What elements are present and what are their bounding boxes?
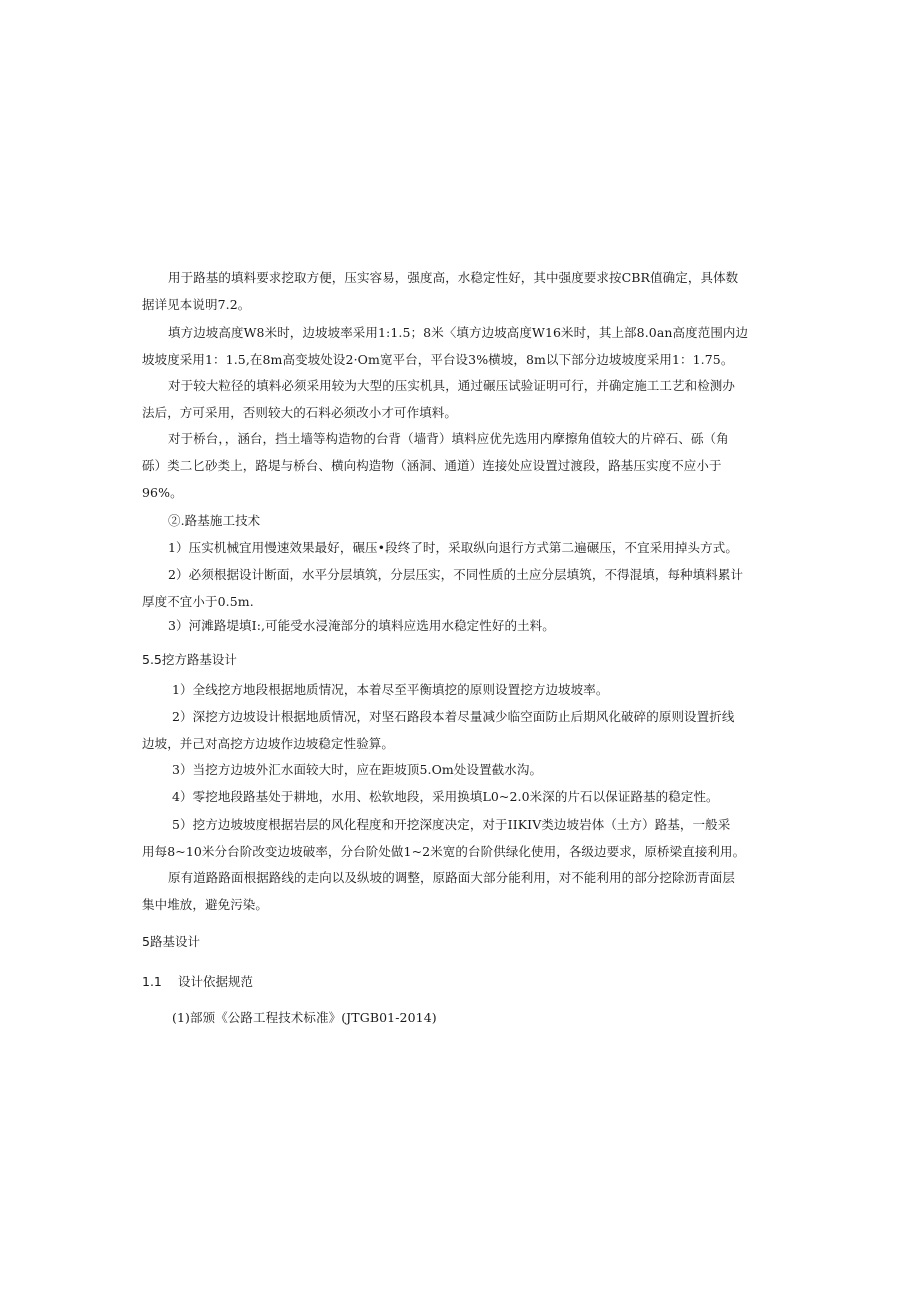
text-line: 用于路基的填料要求挖取方便，压实容易，强度高，水稳定性好，其中强度要求按CBR值确定，具体数	[168, 270, 739, 285]
section-heading-5-5: 5.5挖方路基设计	[142, 652, 237, 667]
text-line: 2）深挖方边坡设计根据地质情况，对坚石路段本着尽量减少临空面防止后期风化破碎的原则设置折线	[172, 709, 735, 724]
paragraph-construction-heading	[142, 507, 742, 534]
text-line: 5）挖方边坡坡度根据岩层的风化程度和开挖深度决定，对于IIKIV类边坡岩体（土方）路基，一般采	[172, 817, 731, 832]
text-line: 3）河滩路堤填I:,可能受水浸淹部分的填料应选用水稳定性好的土料。	[168, 618, 555, 633]
text-line: 坡坡度采用1：1.5,在8m高变坡处设2·Om宽平台，平台设3%横坡，8m以下部分边坡坡度采用1：1.75。	[142, 352, 734, 367]
list-item-intercepting-ditch	[142, 756, 742, 783]
list-item-cut-slope-ratio	[142, 676, 742, 703]
text-line: (1)部颁《公路工程技术标准》(JTGB01-2014)	[172, 1010, 437, 1025]
text-line: 3）当挖方边坡外汇水面较大时，应在距坡顶5.Om处设置截水沟。	[172, 762, 543, 777]
heading-text: 设计依据规范	[178, 974, 254, 989]
text-line: 法后，方可采用，否则较大的石料必须改小才可作填料。	[142, 405, 458, 420]
text-line: 砾）类二匕砂类上，路堤与桥台、横向构造物（涵洞、通道）连接处应设置过渡段，路基压实度不应小于	[142, 458, 722, 473]
list-item-deep-cut	[142, 703, 742, 757]
text-line: 用每8~10米分台阶改变边坡破率，分台阶处做1~2米宽的台阶供绿化使用，各级边要求，原桥梁直接利用。	[142, 844, 746, 859]
list-item-standard-reference	[142, 1004, 742, 1031]
list-item-zero-cut	[142, 783, 742, 810]
paragraph-large-aggregate	[142, 372, 742, 426]
paragraph-existing-pavement	[142, 864, 742, 918]
list-item-slope-grade	[142, 811, 746, 865]
list-item-compaction	[142, 534, 742, 561]
list-item-layered-fill	[142, 561, 742, 615]
text-line: 1）全线挖方地段根据地质情况，本着尽至平衡填挖的原则设置挖方边坡坡率。	[172, 682, 609, 697]
paragraph-fill-slope	[142, 319, 749, 373]
text-line: ②.路基施工技术	[168, 513, 261, 528]
section-heading-1-1	[142, 973, 253, 991]
text-line: 集中堆放，避免污染。	[142, 897, 269, 912]
text-line: 厚度不宜小于0.5m.	[142, 594, 254, 609]
text-line: 据详见本说明7.2。	[142, 297, 251, 312]
text-line: 对于较大粒径的填料必须采用较为大型的压实机具，通过碾压试验证明可行，并确定施工工艺和检测办	[168, 378, 736, 393]
text-line: 原有道路路面根据路线的走向以及纵坡的调整，原路面大部分能利用，对不能利用的部分挖除沥青面层	[168, 870, 736, 885]
paragraph-abutment-backfill	[142, 425, 742, 506]
text-line: 4）零挖地段路基处于耕地，水用、松软地段，采用换填L0~2.0米深的片石以保证路基的稳定性。	[172, 789, 719, 804]
list-item-river-embankment	[142, 612, 742, 639]
text-line: 96%。	[142, 485, 183, 500]
heading-number: 1.1	[142, 974, 162, 989]
text-line: 2）必须根据设计断面，水平分层填筑，分层压实，不同性质的土应分层填筑，不得混填，每种填料累计	[168, 567, 744, 582]
text-line: 1）压实机械宜用慢速效果最好，碾压•段终了时，采取纵向退行方式第二遍碾压，不宜采用掉头方式。	[168, 540, 738, 555]
section-heading-5: 5路基设计	[142, 934, 200, 949]
paragraph-fill-material	[142, 264, 742, 318]
text-line: 填方边坡高度W8米时，边坡坡率采用1:1.5；8米〈填方边坡高度W16米时，其上部8.0an高度范围内边	[168, 325, 749, 340]
text-line: 边坡，并己对高挖方边坡作边坡稳定性验算。	[142, 736, 395, 751]
text-line: 对于桥台，，涵台，挡土墙等构造物的台背（墙背）填料应优先选用内摩擦角值较大的片碎石、砾（角	[168, 431, 729, 446]
